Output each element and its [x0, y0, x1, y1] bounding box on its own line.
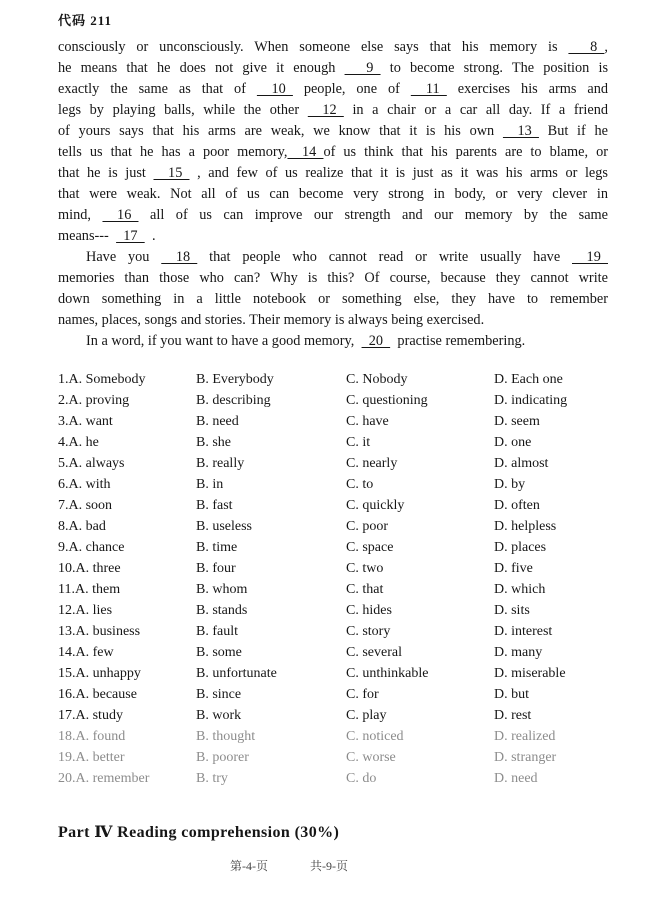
option-c: C. noticed	[346, 729, 404, 744]
option-d: D. often	[494, 498, 540, 513]
passage-text: that people who cannot read or write usually have	[209, 249, 561, 265]
option-d: D. rest	[494, 708, 532, 723]
passage-text: legs by playing balls, while the other	[58, 102, 300, 118]
passage-text: names, places, songs and stories. Their memory is always being exercised.	[58, 312, 485, 328]
option-b: B. some	[196, 645, 242, 660]
passage-line	[58, 331, 608, 352]
passage-text: memories than those who can? Why is this? Of course, because they cannot write	[58, 270, 608, 286]
option-d: D. by	[494, 477, 526, 492]
option-c: C. that	[346, 582, 384, 597]
option-c: C. it	[346, 435, 371, 450]
answer-blank-13: 13	[502, 123, 539, 139]
option-c: C. story	[346, 624, 391, 639]
answer-blank-12: 12	[307, 102, 344, 118]
option-row-13	[58, 624, 618, 645]
option-d: D. interest	[494, 624, 553, 639]
passage-line	[58, 121, 608, 142]
option-c: C. Nobody	[346, 372, 408, 387]
answer-options	[58, 372, 618, 792]
option-d: D. five	[494, 561, 533, 576]
answer-blank-17: 17	[116, 228, 145, 244]
option-b: B. fault	[196, 624, 238, 639]
passage-text: But if he	[547, 123, 609, 139]
option-row-16	[58, 687, 618, 708]
option-b: B. in	[196, 477, 224, 492]
option-row-7	[58, 498, 618, 519]
option-a: 13.A. business	[58, 624, 141, 639]
page-number: 第-4-页	[230, 859, 268, 873]
option-c: C. do	[346, 771, 377, 786]
option-c: C. poor	[346, 519, 388, 534]
passage-line	[58, 310, 608, 331]
passage-text: In a word, if you want to have a good memory,	[86, 333, 355, 349]
option-d: D. need	[494, 771, 538, 786]
option-a: 9.A. chance	[58, 540, 125, 555]
option-d: D. which	[494, 582, 546, 597]
option-row-3	[58, 414, 618, 435]
option-a: 4.A. he	[58, 435, 99, 450]
option-a: 16.A. because	[58, 687, 137, 702]
option-c: C. hides	[346, 603, 392, 618]
option-b: B. try	[196, 771, 228, 786]
answer-blank-8: 8	[568, 39, 605, 55]
passage-text: in a chair or a car all day. If a friend	[352, 102, 609, 118]
option-d: D. but	[494, 687, 529, 702]
option-d: D. almost	[494, 456, 549, 471]
option-a: 8.A. bad	[58, 519, 106, 534]
option-c: C. for	[346, 687, 379, 702]
option-row-15	[58, 666, 618, 687]
option-row-2	[58, 393, 618, 414]
option-b: B. unfortunate	[196, 666, 277, 681]
passage-line	[58, 289, 608, 310]
option-b: B. whom	[196, 582, 248, 597]
option-d: D. seem	[494, 414, 540, 429]
passage-text: to become strong. The position is	[389, 60, 609, 76]
option-c: C. have	[346, 414, 389, 429]
option-b: B. need	[196, 414, 239, 429]
passage-line	[58, 163, 608, 184]
passage-text: all of us can improve our strength and our memory by the same	[150, 207, 609, 223]
option-row-18	[58, 729, 618, 750]
answer-blank-14: 14	[287, 144, 324, 160]
passage-text: , and few of us realize that it is just as it was his arms or legs	[197, 165, 608, 181]
answer-blank-20: 20	[361, 333, 391, 349]
passage-text: he means that he does not give it enough	[58, 60, 336, 76]
passage-text: practise remembering.	[397, 333, 526, 349]
option-b: B. work	[196, 708, 242, 723]
option-a: 19.A. better	[58, 750, 125, 765]
passage-text: tells us that he has a poor memory,	[58, 144, 288, 160]
option-c: C. play	[346, 708, 387, 723]
option-a: 2.A. proving	[58, 393, 130, 408]
option-a: 11.A. them	[58, 582, 121, 597]
option-row-11	[58, 582, 618, 603]
option-a: 20.A. remember	[58, 771, 150, 786]
passage-text: exercises his arms and	[457, 81, 608, 97]
passage-text: means---	[58, 228, 109, 244]
option-d: D. many	[494, 645, 543, 660]
option-d: D. miserable	[494, 666, 566, 681]
option-a: 12.A. lies	[58, 603, 113, 618]
option-b: B. poorer	[196, 750, 249, 765]
option-a: 1.A. Somebody	[58, 372, 146, 387]
option-d: D. stranger	[494, 750, 557, 765]
answer-blank-10: 10	[256, 81, 293, 97]
answer-blank-11: 11	[410, 81, 447, 97]
exam-code-label: 代码 211	[58, 13, 113, 28]
option-b: B. thought	[196, 729, 256, 744]
passage-text: that he is just	[58, 165, 146, 181]
option-a: 3.A. want	[58, 414, 113, 429]
option-b: B. really	[196, 456, 245, 471]
passage-line	[58, 37, 608, 58]
passage-line	[58, 226, 608, 247]
option-d: D. places	[494, 540, 547, 555]
option-c: C. unthinkable	[346, 666, 429, 681]
passage-text: of us think that his parents are to blame, or	[323, 144, 608, 160]
option-b: B. describing	[196, 393, 271, 408]
option-b: B. Everybody	[196, 372, 274, 387]
passage-line	[58, 268, 608, 289]
option-c: C. questioning	[346, 393, 428, 408]
option-row-4	[58, 435, 618, 456]
option-row-12	[58, 603, 618, 624]
option-c: C. several	[346, 645, 402, 660]
cloze-passage	[58, 37, 608, 352]
option-row-20	[58, 771, 618, 792]
answer-blank-15: 15	[153, 165, 190, 181]
option-row-17	[58, 708, 618, 729]
option-b: B. since	[196, 687, 242, 702]
option-b: B. time	[196, 540, 238, 555]
passage-text: consciously or unconsciously. When someone else says that his memory is	[58, 39, 558, 55]
answer-blank-9: 9	[344, 60, 381, 76]
option-a: 7.A. soon	[58, 498, 113, 513]
answer-blank-16: 16	[102, 207, 139, 223]
passage-line	[58, 142, 608, 163]
answer-blank-18: 18	[161, 249, 198, 265]
option-a: 17.A. study	[58, 708, 123, 723]
passage-text: .	[151, 228, 156, 244]
passage-line	[58, 100, 608, 121]
passage-line	[58, 247, 608, 268]
passage-line	[58, 58, 608, 79]
option-d: D. sits	[494, 603, 530, 618]
passage-line	[58, 79, 608, 100]
passage-text: people, one of	[303, 81, 400, 97]
passage-line	[58, 184, 608, 205]
option-row-19	[58, 750, 618, 771]
option-d: D. indicating	[494, 393, 568, 408]
option-d: D. realized	[494, 729, 556, 744]
option-a: 15.A. unhappy	[58, 666, 141, 681]
passage-text: that were weak. Not all of us can become very strong in body, or very clever in	[58, 186, 608, 202]
option-a: 10.A. three	[58, 561, 121, 576]
option-c: C. worse	[346, 750, 396, 765]
option-d: D. helpless	[494, 519, 557, 534]
option-a: 18.A. found	[58, 729, 126, 744]
option-row-9	[58, 540, 618, 561]
passage-text: of yours says that his arms are weak, we know that it is his own	[58, 123, 495, 139]
passage-text: ,	[604, 39, 608, 55]
option-a: 5.A. always	[58, 456, 125, 471]
option-c: C. nearly	[346, 456, 398, 471]
option-a: 6.A. with	[58, 477, 111, 492]
option-row-5	[58, 456, 618, 477]
option-d: D. one	[494, 435, 532, 450]
option-c: C. two	[346, 561, 384, 576]
passage-text: exactly the same as that of	[58, 81, 246, 97]
option-row-14	[58, 645, 618, 666]
option-b: B. fast	[196, 498, 233, 513]
passage-line	[58, 205, 608, 226]
option-c: C. to	[346, 477, 374, 492]
section-heading: Part Ⅳ Reading comprehension (30%)	[58, 824, 340, 841]
option-row-6	[58, 477, 618, 498]
option-row-1	[58, 372, 618, 393]
page-footer	[230, 857, 390, 874]
option-d: D. Each one	[494, 372, 563, 387]
passage-text: down something in a little notebook or something else, they have to remember	[58, 291, 608, 307]
option-row-8	[58, 519, 618, 540]
page-total: 共-9-页	[310, 859, 348, 873]
option-b: B. useless	[196, 519, 252, 534]
option-b: B. stands	[196, 603, 248, 618]
answer-blank-19: 19	[572, 249, 608, 265]
option-b: B. four	[196, 561, 236, 576]
option-c: C. space	[346, 540, 394, 555]
option-b: B. she	[196, 435, 231, 450]
passage-text: mind,	[58, 207, 91, 223]
option-row-10	[58, 561, 618, 582]
option-c: C. quickly	[346, 498, 405, 513]
option-a: 14.A. few	[58, 645, 114, 660]
passage-text: Have you	[86, 249, 150, 265]
